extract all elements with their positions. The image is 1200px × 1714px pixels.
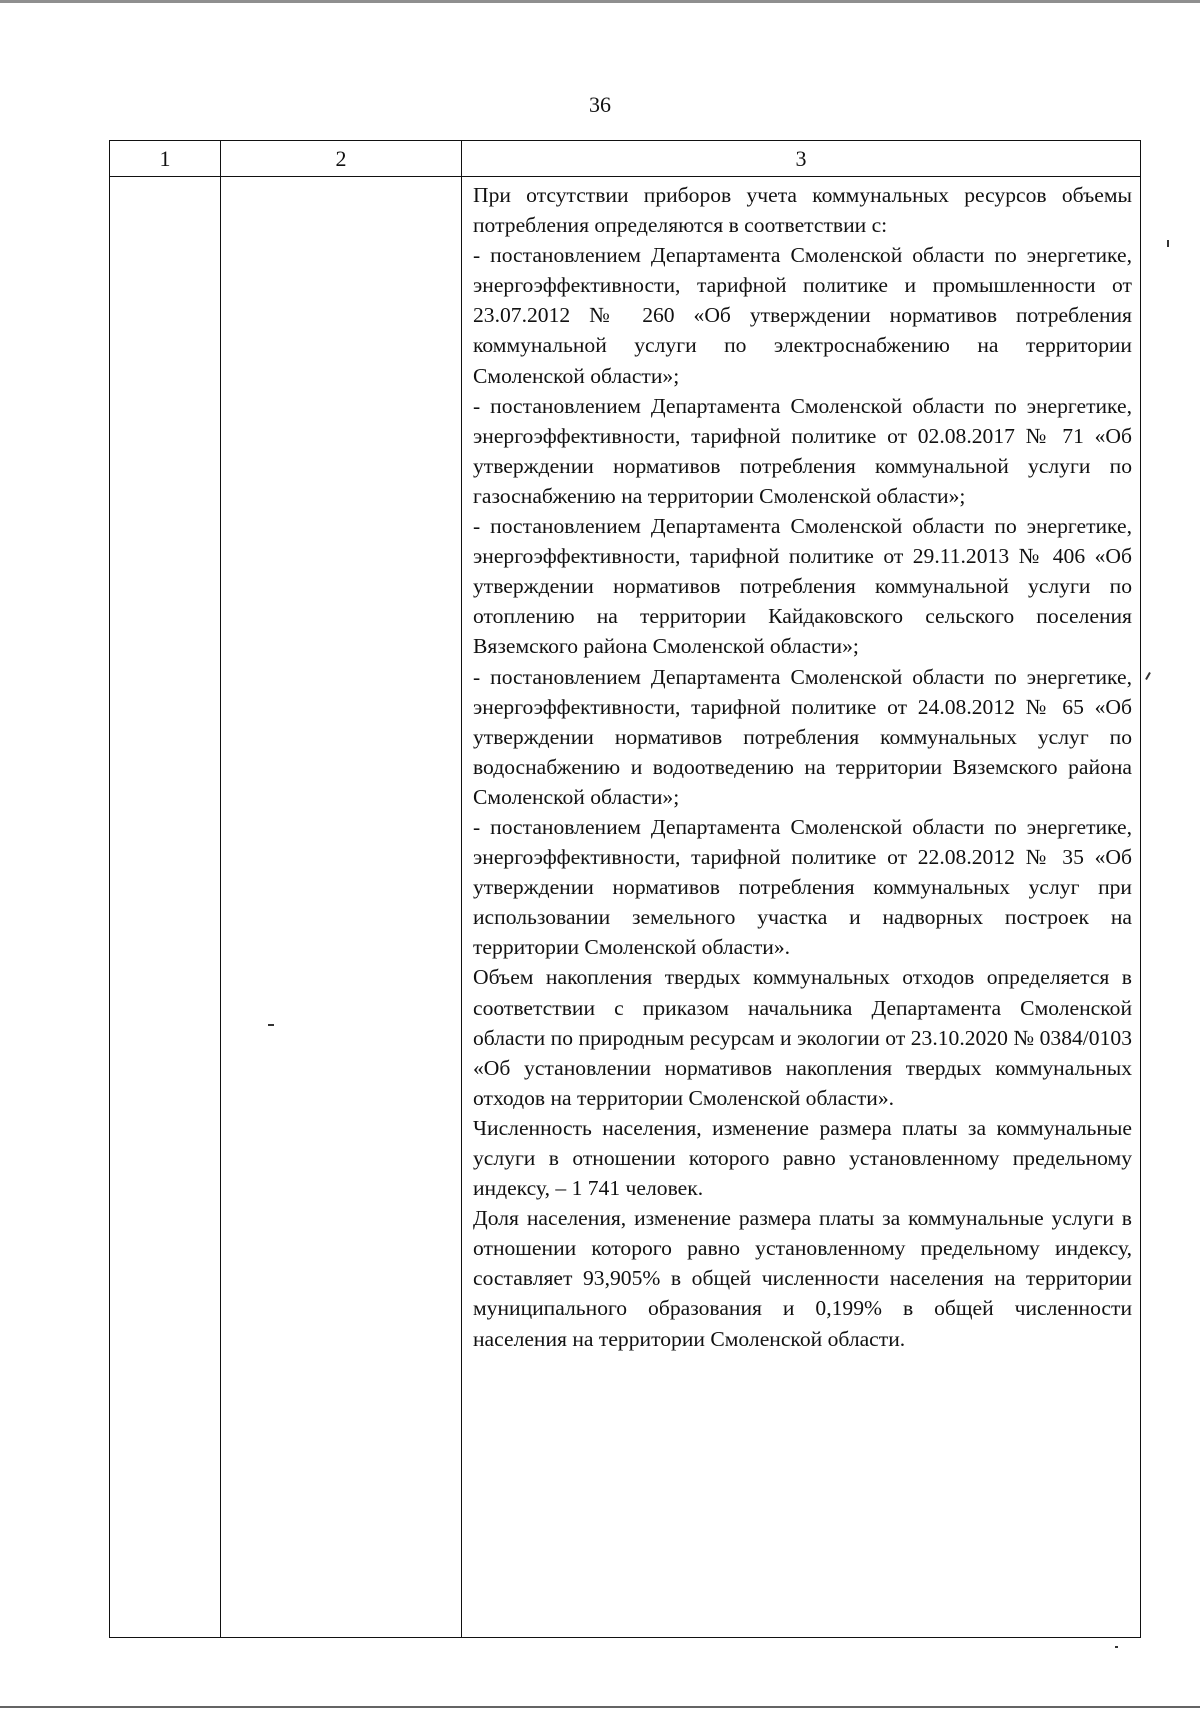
page-number: 36: [589, 92, 611, 117]
paragraph-population-share: Доля населения, изменение размера платы за коммунальные услуги в отношении которого равно установленному предельному индексу, составляет 93,905% в общей численности населения на территории муниципального образования и 0,199% в общей численности населения на территории Смоленской области.: [473, 1206, 1132, 1351]
paragraph-water-resolution: - постановлением Департамента Смоленской области по энергетике, энергоэффективности, тарифной политике от 24.08.2012 № 65 «Об утверждении нормативов потребления коммунальных услуг по водоснабжению и водоотведению на территории Вяземского района Смоленской области»;: [473, 664, 1132, 809]
scan-speck: [268, 1024, 274, 1026]
cell-column-3: [462, 177, 1141, 1638]
scan-border-bottom: [0, 1706, 1200, 1708]
scan-speck: [1115, 1646, 1118, 1648]
paragraph-population-count: Численность населения, изменение размера платы за коммунальные услуги в отношении которого равно установленному предельному индексу, – 1 741 человек.: [473, 1115, 1132, 1201]
cell-column-2: [221, 177, 462, 1638]
cell-text-block: [462, 177, 1140, 1354]
column-header-3: 3: [462, 141, 1141, 177]
paragraph-electricity-resolution: - постановлением Департамента Смоленской области по энергетике, энергоэффективности, тарифной политике и промышленности от 23.07.2012 № 260 «Об утверждении нормативов потребления коммунальной услуги по электроснабжению на территории Смоленской области»;: [473, 243, 1132, 388]
paragraph-metering-intro: При отсутствии приборов учета коммунальных ресурсов объемы потребления определяются в соответствии с:: [473, 183, 1132, 238]
paragraph-land-plot-resolution: - постановлением Департамента Смоленской области по энергетике, энергоэффективности, тарифной политике от 22.08.2012 № 35 «Об утверждении нормативов потребления коммунальных услуг при использовании земельного участка и надворных построек на территории Смоленской области».: [473, 814, 1132, 960]
table-header-row: [110, 141, 1141, 177]
scan-speck: [1167, 240, 1169, 247]
cell-column-1: [110, 177, 221, 1638]
table-row: [110, 177, 1141, 1638]
scan-speck: [1145, 672, 1151, 680]
document-table: [109, 140, 1141, 1638]
paragraph-solid-waste: Объем накопления твердых коммунальных отходов определяется в соответствии с приказом начальника Департамента Смоленской области по природным ресурсам и экологии от 23.10.2020 № 0384/0103 «Об установлении нормативов накопления твердых коммунальных отходов на территории Смоленской области».: [473, 965, 1132, 1110]
scan-border-top: [0, 0, 1200, 3]
paragraph-heating-resolution: - постановлением Департамента Смоленской области по энергетике, энергоэффективности, тарифной политике от 29.11.2013 № 406 «Об утверждении нормативов потребления коммунальной услуги по отоплению на территории Кайдаковского сельского поселения Вяземского района Смоленской области»;: [473, 514, 1132, 659]
column-header-1: 1: [110, 141, 221, 177]
column-header-2: 2: [221, 141, 462, 177]
paragraph-gas-resolution: - постановлением Департамента Смоленской области по энергетике, энергоэффективности, тарифной политике от 02.08.2017 № 71 «Об утверждении нормативов потребления коммунальной услуги по газоснабжению на территории Смоленской области»;: [473, 393, 1132, 508]
